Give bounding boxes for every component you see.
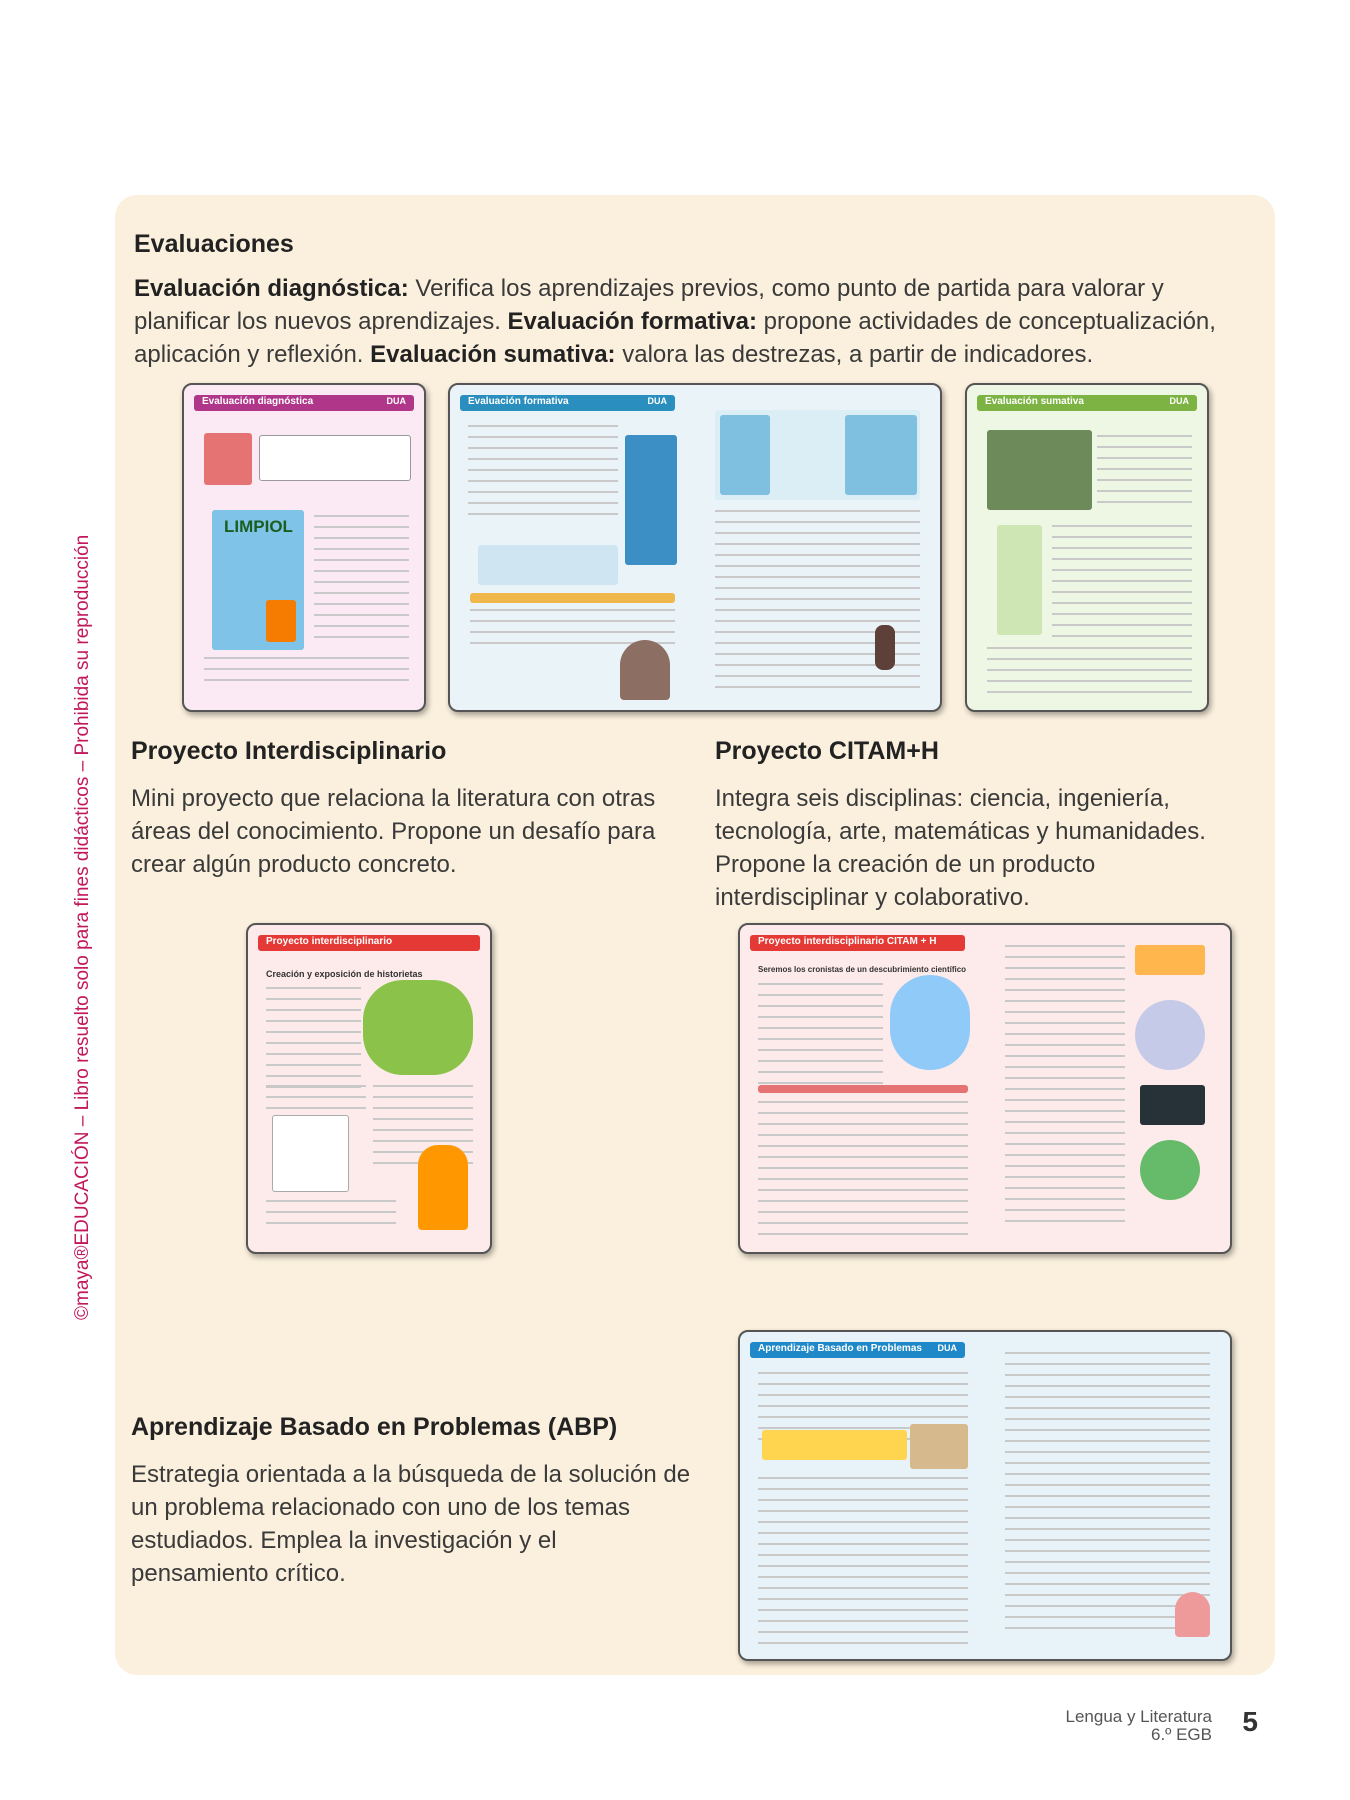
thumb-evaluacion-diagnostica — [182, 383, 426, 712]
citam-title: Proyecto CITAM+H — [715, 737, 939, 765]
abp-title: Aprendizaje Basado en Problemas (ABP) — [131, 1413, 618, 1441]
thumb-sum-tag: DUA — [1169, 396, 1189, 406]
thumb-aprendizaje-basado-problemas — [738, 1330, 1232, 1661]
thumb-abp-title: Aprendizaje Basado en Problemas — [758, 1343, 922, 1354]
page-number: 5 — [1242, 1706, 1258, 1737]
abp-text: Estrategia orientada a la búsqueda de la solución de un problema relacionado con uno de los temas estudiados. Emplea la investigación y el pensamiento crítico. — [131, 1461, 691, 1587]
thumb-form-title: Evaluación formativa — [468, 396, 569, 407]
thumb-diag-brand: LIMPIOL — [224, 517, 293, 536]
diag-label: Evaluación diagnóstica: — [134, 275, 409, 302]
side-text-content: ©maya®EDUCACIÓN – Libro resuelto solo para fines didácticos – Prohibida su reproducción — [72, 534, 93, 1320]
copyright-side-text — [72, 500, 102, 1320]
sum-text: valora las destrezas, a partir de indicadores. — [615, 341, 1094, 368]
footer-subject — [1066, 1708, 1213, 1744]
evaluaciones-title: Evaluaciones — [134, 230, 294, 258]
form-label: Evaluación formativa: — [507, 308, 757, 335]
thumb-proyecto-citam — [738, 923, 1232, 1254]
interdisciplinario-title: Proyecto Interdisciplinario — [131, 737, 447, 765]
form-text: propone actividades de conceptualización, aplicación y reflexión. — [134, 308, 1216, 368]
thumb-form-tag: DUA — [647, 396, 667, 406]
citam-text: Integra seis disciplinas: ciencia, ingeniería, tecnología, arte, matemáticas y humanidades. Propone la creación de un producto interdisciplinar y colaborativo. — [715, 785, 1206, 911]
diag-text: Verifica los aprendizajes previos, como punto de partida para valorar y planificar los nuevos aprendizajes. — [134, 275, 1164, 335]
thumb-abp-tag: DUA — [937, 1343, 957, 1353]
thumb-evaluacion-sumativa — [965, 383, 1209, 712]
interdisciplinario-text: Mini proyecto que relaciona la literatura con otras áreas del conocimiento. Propone un desafío para crear algún producto concreto. — [131, 785, 656, 878]
thumb-sum-title: Evaluación sumativa — [985, 396, 1084, 407]
thumb-diag-tag: DUA — [386, 396, 406, 406]
thumb-inter-sub: Creación y exposición de historietas — [266, 969, 423, 979]
thumb-proyecto-interdisciplinario — [246, 923, 492, 1254]
evaluaciones-text — [134, 272, 1264, 371]
footer-subject-name: Lengua y Literatura — [1065, 1707, 1212, 1726]
sum-label: Evaluación sumativa: — [370, 341, 616, 368]
thumb-citam-title: Proyecto interdisciplinario CITAM + H — [758, 936, 937, 947]
thumb-diag-title: Evaluación diagnóstica — [202, 396, 314, 407]
thumb-inter-title: Proyecto interdisciplinario — [266, 936, 393, 947]
thumb-evaluacion-formativa — [448, 383, 942, 712]
thumb-citam-sub: Seremos los cronistas de un descubrimiento científico — [758, 965, 967, 974]
footer-grade: 6.º EGB — [1150, 1725, 1212, 1744]
